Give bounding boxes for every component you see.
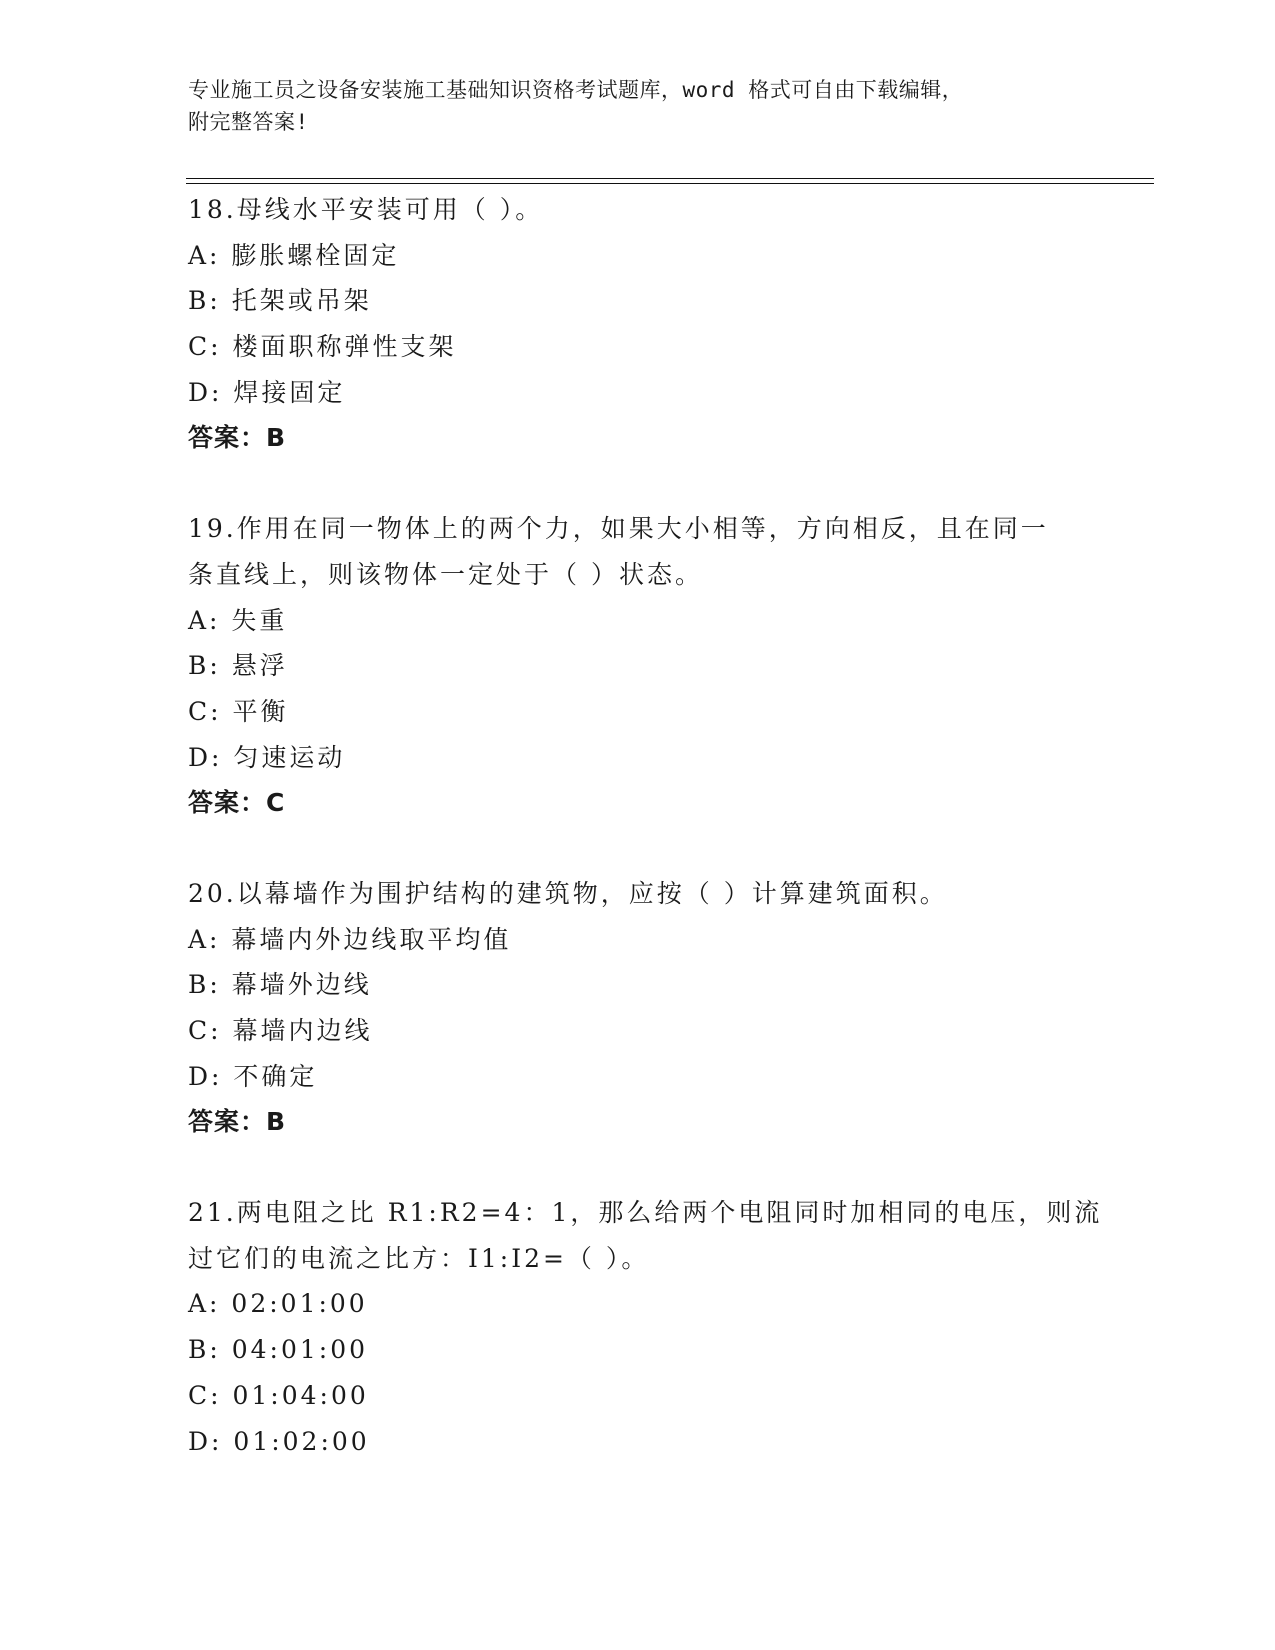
option-b: B: 悬浮 [188, 651, 288, 681]
option-c: C: 平衡 [188, 696, 289, 726]
question-list [188, 187, 1103, 1464]
option-c: C: 01:04:00 [188, 1380, 369, 1410]
option-d: D: 01:02:00 [188, 1426, 370, 1456]
question-stem-continued: 条直线上，则该物体一定处于（ ）状态。 [188, 559, 703, 589]
option-a: A: 膨胀螺栓固定 [188, 240, 400, 270]
option-d: D: 焊接固定 [188, 377, 346, 407]
question-stem-continued: 过它们的电流之比方：I1:I2=（ ）。 [188, 1243, 650, 1273]
option-a: A: 失重 [188, 605, 288, 635]
question-stem: 21.两电阻之比 R1:R2=4：1，那么给两个电阻同时加相同的电压，则流 [188, 1198, 1103, 1228]
header-line-1: 专业施工员之设备安装施工基础知识资格考试题库，word 格式可自由下载编辑， [188, 78, 964, 102]
question-stem: 18.母线水平安装可用（ ）。 [188, 195, 544, 224]
option-c: C: 幕墙内边线 [188, 1016, 373, 1045]
question-20 [188, 871, 1088, 1145]
question-21 [188, 1190, 1103, 1464]
header-divider-bottom [186, 183, 1154, 184]
option-c: C: 楼面职称弹性支架 [188, 332, 457, 362]
option-d: D: 不确定 [188, 1061, 318, 1091]
document-header [188, 74, 1088, 138]
option-b: B: 幕墙外边线 [188, 970, 372, 1000]
option-b: B: 托架或吊架 [188, 286, 372, 316]
question-18 [188, 187, 1088, 461]
question-19 [188, 506, 1088, 826]
header-divider-top [186, 178, 1154, 179]
question-stem: 20.以幕墙作为围护结构的建筑物，应按（ ）计算建筑面积。 [188, 878, 948, 908]
answer-line: 答案：B [188, 1107, 287, 1137]
option-b: B: 04:01:00 [188, 1335, 369, 1365]
option-a: A: 02:01:00 [188, 1289, 368, 1319]
answer-line: 答案：C [188, 788, 286, 818]
option-d: D: 匀速运动 [188, 742, 346, 772]
question-stem: 19.作用在同一物体上的两个力，如果大小相等，方向相反，且在同一 [188, 514, 1049, 544]
option-a: A: 幕墙内外边线取平均值 [188, 924, 512, 954]
answer-line: 答案：B [188, 423, 287, 453]
header-line-2: 附完整答案! [188, 110, 309, 134]
